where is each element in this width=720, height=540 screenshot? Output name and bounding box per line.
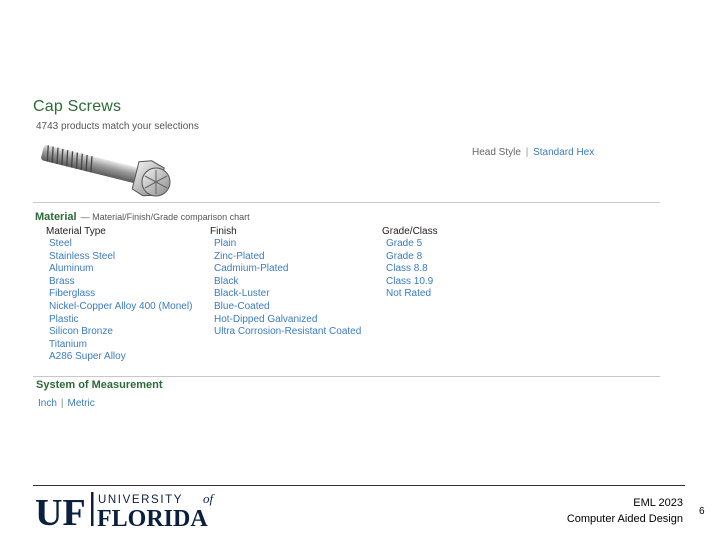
finish-option[interactable]: Cadmium-Plated	[214, 263, 289, 275]
material-option[interactable]: Nickel-Copper Alloy 400 (Monel)	[49, 300, 193, 312]
cap-screw-image	[36, 140, 176, 200]
grade-header: Grade/Class	[382, 226, 438, 237]
finish-option[interactable]: Plain	[214, 238, 237, 249]
page-number: 6	[699, 506, 705, 517]
grade-option[interactable]: Class 8.8	[386, 263, 428, 275]
uf-logo	[35, 490, 235, 530]
grade-option[interactable]: Grade 8	[386, 250, 423, 262]
finish-option[interactable]: Ultra Corrosion-Resistant Coated	[214, 326, 362, 338]
finish-option[interactable]: Hot-Dipped Galvanized	[214, 313, 318, 325]
material-option[interactable]: A286 Super Alloy	[49, 351, 126, 363]
material-option[interactable]: Silicon Bronze	[49, 326, 113, 338]
grade-option[interactable]: Grade 5	[386, 238, 423, 249]
material-option[interactable]: Steel	[49, 238, 72, 249]
measurement-option-inch[interactable]: Inch	[38, 398, 57, 409]
grade-column	[382, 226, 438, 301]
course-info	[567, 495, 683, 527]
divider	[33, 202, 660, 203]
result-count: 4743 products match your selections	[36, 121, 199, 132]
material-option[interactable]: Plastic	[49, 313, 79, 325]
finish-option[interactable]: Black	[214, 275, 239, 287]
grade-option[interactable]: Class 10.9	[386, 275, 434, 287]
material-option[interactable]: Fiberglass	[49, 288, 96, 300]
finish-option[interactable]: Black-Luster	[214, 288, 270, 300]
page-title: Cap Screws	[33, 98, 122, 115]
material-option[interactable]: Aluminum	[49, 263, 94, 275]
logo-uf-text: UF	[35, 492, 86, 530]
grade-option[interactable]: Not Rated	[386, 288, 432, 300]
material-section-header	[35, 207, 250, 225]
divider	[33, 376, 660, 377]
footer-divider	[33, 485, 685, 486]
finish-header: Finish	[210, 226, 237, 237]
logo-university-text: UNIVERSITY	[98, 494, 184, 506]
material-type-header: Material Type	[46, 226, 106, 237]
course-code: EML 2023	[633, 497, 683, 509]
material-type-column	[46, 226, 192, 364]
measurement-option-metric[interactable]: Metric	[67, 398, 95, 409]
head-style-filter: Head Style | Standard Hex	[472, 147, 595, 158]
material-title: Material	[35, 211, 77, 223]
logo-of-text: of	[203, 491, 214, 506]
head-style-value[interactable]: Standard Hex	[533, 147, 595, 158]
finish-option[interactable]: Blue-Coated	[214, 300, 270, 312]
material-option[interactable]: Brass	[49, 275, 75, 287]
measurement-title: System of Measurement	[36, 379, 163, 391]
measurement-options	[38, 398, 95, 409]
course-name: Computer Aided Design	[566, 513, 683, 525]
material-option[interactable]: Titanium	[49, 338, 87, 350]
separator: |	[60, 398, 64, 409]
finish-option[interactable]: Zinc-Plated	[214, 250, 265, 262]
head-style-label: Head Style	[472, 147, 521, 158]
logo-florida-text: FLORIDA	[97, 506, 208, 530]
finish-column	[210, 226, 361, 339]
comparison-chart-link[interactable]: — Material/Finish/Grade comparison chart	[80, 212, 250, 222]
material-option[interactable]: Stainless Steel	[49, 250, 116, 262]
